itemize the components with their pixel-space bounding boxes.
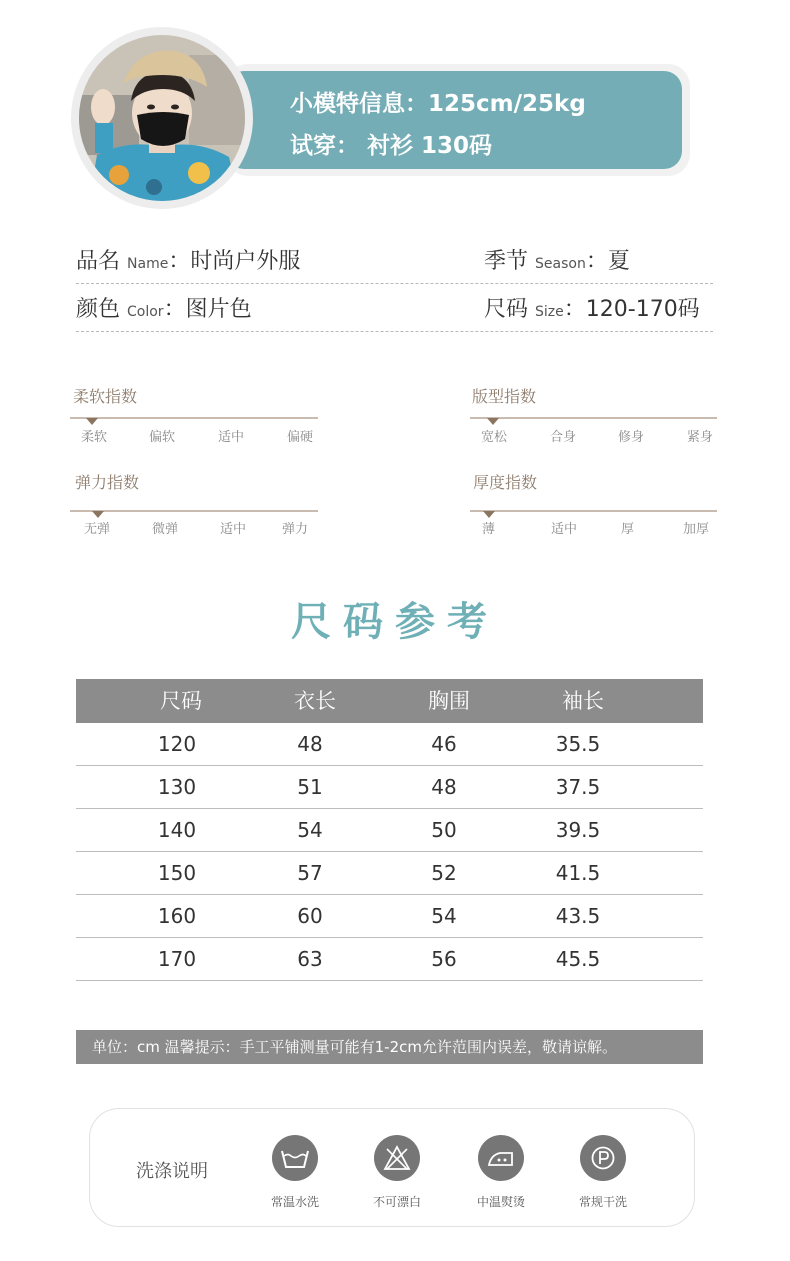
color-label-en: Color [127,304,164,320]
info-row-color-size [76,286,713,332]
wash-label: 中温熨烫 [476,1195,525,1209]
size-table-header [76,679,703,723]
table-cell: 63 [297,947,323,971]
elasticity-index [70,470,318,550]
table-cell: 52 [431,861,457,885]
index-title: 弹力指数 [75,473,140,492]
name-label-en: Name [127,256,169,272]
table-row [76,938,703,981]
wash-item [558,1135,648,1210]
product-color [76,292,252,323]
dry-clean-icon [580,1135,626,1181]
index-label: 适中 [551,522,578,537]
color-value: ：图片色 [163,297,252,322]
table-cell: 43.5 [555,904,601,928]
table-cell: 54 [297,818,323,842]
index-label: 紧身 [687,430,714,445]
table-cell: 51 [297,775,323,799]
softness-index [70,384,318,464]
index-label: 薄 [482,522,496,537]
fit-index [470,384,717,464]
table-cell: 150 [157,861,197,885]
table-row [76,852,703,895]
index-label: 偏软 [149,430,176,445]
wash-label: 常规干洗 [578,1195,627,1209]
table-cell: 46 [431,732,457,756]
index-label: 加厚 [683,522,710,537]
product-season [484,244,630,275]
table-cell: 120 [157,732,197,756]
table-cell: 48 [297,732,323,756]
index-label: 适中 [220,522,247,537]
index-label: 合身 [550,430,577,445]
wash-item [456,1135,546,1210]
model-info-card [226,64,690,176]
iron-icon [478,1135,524,1181]
index-label: 厚 [621,522,635,537]
wash-item [250,1135,340,1210]
color-label: 颜色 [76,297,121,322]
product-size [484,292,700,323]
table-row [76,895,703,938]
index-title: 厚度指数 [473,473,538,492]
size-value: ：120-170码 [563,297,700,322]
index-marker-icon [86,418,98,425]
index-label: 修身 [618,430,645,445]
size-table [76,679,703,981]
index-label: 无弹 [84,522,111,537]
table-cell: 130 [157,775,197,799]
washtub-icon [272,1135,318,1181]
model-photo [79,35,245,201]
index-title: 版型指数 [472,387,537,406]
season-label-en: Season [535,256,586,272]
index-marker-icon [92,511,104,518]
table-cell: 57 [297,861,323,885]
table-cell: 140 [157,818,197,842]
table-cell: 56 [431,947,457,971]
header-cell: 胸围 [428,689,470,713]
wash-label: 不可漂白 [372,1195,421,1209]
season-value: ：夏 [585,249,630,274]
table-row [76,809,703,852]
table-cell: 60 [297,904,323,928]
index-label: 微弹 [152,522,179,537]
table-row [76,766,703,809]
index-label: 宽松 [481,430,508,445]
name-label: 品名 [76,249,121,274]
table-cell: 41.5 [555,861,601,885]
index-scale [470,417,717,419]
season-label: 季节 [484,249,529,274]
table-cell: 45.5 [555,947,601,971]
divider [76,283,713,284]
thickness-index [470,470,717,550]
info-row-name-season [76,238,713,284]
divider [76,331,713,332]
product-name [76,244,300,275]
size-label: 尺码 [484,297,529,322]
header-cell: 衣长 [294,689,336,713]
index-title: 柔软指数 [73,387,138,406]
washing-instructions [89,1108,695,1227]
index-label: 柔软 [81,430,108,445]
index-scale [70,510,318,512]
no-bleach-icon [374,1135,420,1181]
table-cell: 39.5 [555,818,601,842]
model-avatar [79,35,245,201]
model-info-text: 小模特信息：125cm/25kg [290,91,586,117]
index-scale [470,510,717,512]
table-row [76,723,703,766]
table-cell: 54 [431,904,457,928]
table-cell: 50 [431,818,457,842]
size-label-en: Size [535,304,564,320]
washing-title: 洗涤说明 [136,1161,208,1182]
table-cell: 160 [157,904,197,928]
index-label: 弹力 [282,522,309,537]
wash-item [352,1135,442,1210]
index-label: 适中 [218,430,245,445]
header-cell: 袖长 [562,689,604,713]
model-info-panel [226,71,682,169]
index-scale [70,417,318,419]
index-label: 偏硬 [287,430,314,445]
table-cell: 170 [157,947,197,971]
name-value: ：时尚户外服 [168,249,301,274]
model-tryon-text: 试穿： 衬衫 130码 [290,133,493,159]
index-marker-icon [487,418,499,425]
index-marker-icon [483,511,495,518]
table-cell: 48 [431,775,457,799]
header-cell: 尺码 [160,689,202,713]
measurement-note: 单位：cm 温馨提示：手工平铺测量可能有1-2cm允许范围内误差，敬请谅解。 [76,1030,703,1064]
wash-label: 常温水洗 [270,1195,319,1209]
size-chart-title: 尺码参考 [291,599,499,645]
table-cell: 35.5 [555,732,601,756]
table-cell: 37.5 [555,775,601,799]
